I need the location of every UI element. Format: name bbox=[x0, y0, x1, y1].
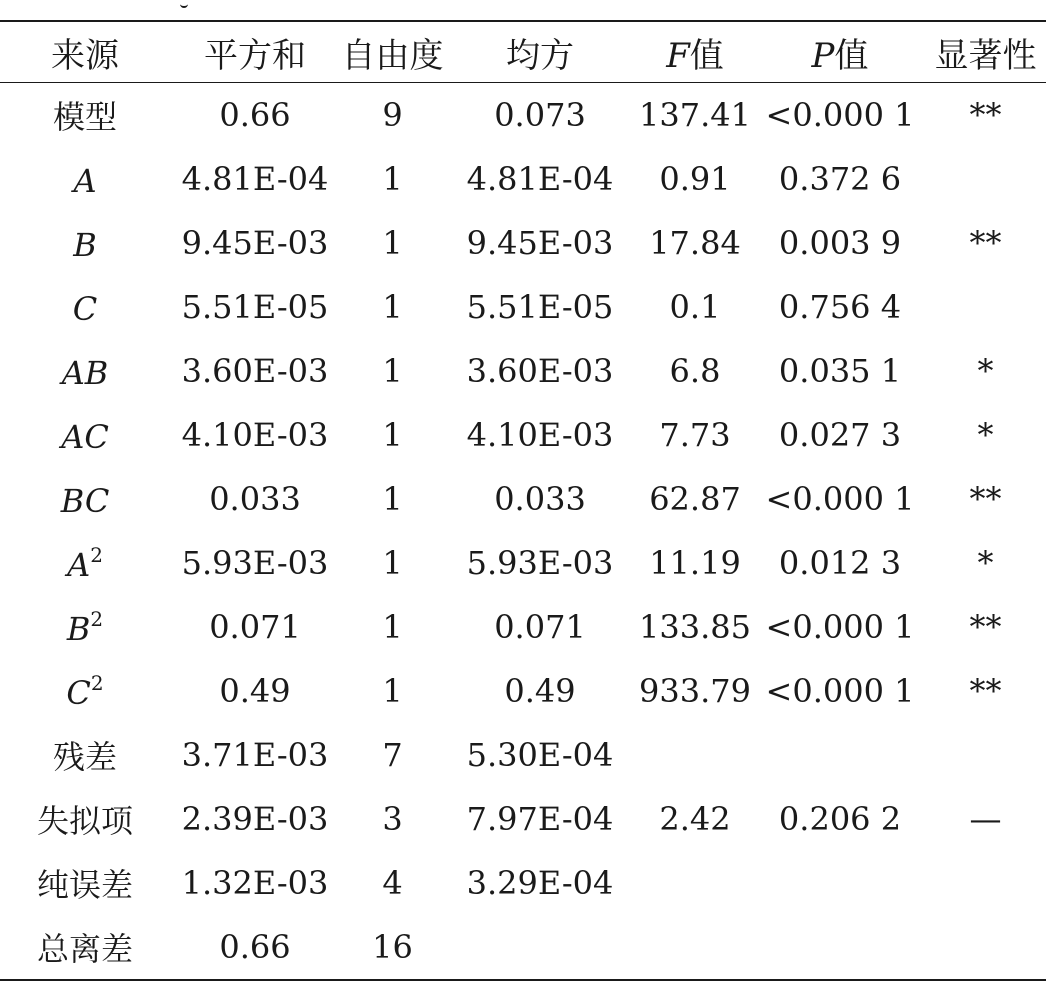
header-sum-of-squares: 平方和 bbox=[204, 35, 306, 76]
sum-of-squares-cell: 0.66 bbox=[219, 96, 291, 134]
degrees-of-freedom-cell: 1 bbox=[382, 352, 403, 390]
sum-of-squares-cell: 3.71E-03 bbox=[181, 736, 329, 774]
p-value-cell: <0.000 1 bbox=[765, 96, 915, 134]
sum-of-squares-cell: 5.51E-05 bbox=[181, 288, 329, 326]
table-row bbox=[0, 403, 1046, 467]
source-cell: AB bbox=[61, 353, 109, 392]
sum-of-squares-cell: 4.10E-03 bbox=[181, 416, 329, 454]
source-cell: A bbox=[73, 161, 97, 200]
source-cell: $A^2$ bbox=[67, 542, 103, 584]
degrees-of-freedom-cell: 1 bbox=[382, 608, 403, 646]
mean-square-cell: 0.033 bbox=[494, 480, 586, 518]
header-source: 来源 bbox=[51, 35, 119, 76]
table-row bbox=[0, 275, 1046, 339]
p-value-cell bbox=[755, 723, 925, 787]
degrees-of-freedom-cell: 1 bbox=[382, 480, 403, 518]
f-value-cell: 137.41 bbox=[639, 96, 751, 134]
degrees-of-freedom-cell: 1 bbox=[382, 160, 403, 198]
f-value-cell: 933.79 bbox=[639, 672, 751, 710]
degrees-of-freedom-cell: 9 bbox=[382, 96, 403, 134]
source-cell: 模型 bbox=[52, 98, 117, 136]
significance-cell: * bbox=[977, 416, 994, 454]
p-value-cell: 0.206 2 bbox=[778, 800, 902, 838]
significance-cell bbox=[925, 147, 1046, 211]
significance-cell: ** bbox=[969, 96, 1002, 134]
significance-cell: ** bbox=[969, 480, 1002, 518]
mean-square-cell: 5.30E-04 bbox=[466, 736, 614, 774]
f-value-cell: 6.8 bbox=[669, 352, 721, 390]
source-cell: 纯误差 bbox=[36, 866, 133, 904]
degrees-of-freedom-cell: 7 bbox=[382, 736, 403, 774]
significance-cell: ** bbox=[969, 224, 1002, 262]
source-cell: AC bbox=[61, 417, 109, 456]
significance-cell bbox=[925, 915, 1046, 980]
sum-of-squares-cell: 5.93E-03 bbox=[181, 544, 329, 582]
header-p-value: P值 bbox=[811, 35, 869, 76]
degrees-of-freedom-cell: 3 bbox=[382, 800, 403, 838]
sum-of-squares-cell: 0.49 bbox=[219, 672, 291, 710]
sum-of-squares-cell: 0.66 bbox=[219, 928, 291, 966]
f-value-cell: 0.91 bbox=[659, 160, 731, 198]
table-row bbox=[0, 851, 1046, 915]
table-row bbox=[0, 595, 1046, 659]
significance-cell bbox=[925, 851, 1046, 915]
sum-of-squares-cell: 4.81E-04 bbox=[181, 160, 329, 198]
table-row bbox=[0, 467, 1046, 531]
header-degrees-of-freedom: 自由度 bbox=[341, 35, 444, 76]
significance-cell: * bbox=[977, 352, 994, 390]
significance-cell bbox=[925, 275, 1046, 339]
p-value-cell: <0.000 1 bbox=[765, 672, 915, 710]
degrees-of-freedom-cell: 1 bbox=[382, 672, 403, 710]
table-row bbox=[0, 147, 1046, 211]
source-cell: $C^2$ bbox=[66, 670, 104, 712]
source-cell: 残差 bbox=[52, 738, 117, 776]
p-value-cell: <0.000 1 bbox=[765, 608, 915, 646]
mean-square-cell: 0.49 bbox=[504, 672, 576, 710]
degrees-of-freedom-cell: 1 bbox=[382, 416, 403, 454]
f-value-cell: 62.87 bbox=[649, 480, 741, 518]
f-value-cell bbox=[635, 723, 755, 787]
mean-square-cell: 5.93E-03 bbox=[466, 544, 614, 582]
p-value-cell bbox=[755, 851, 925, 915]
table-body bbox=[0, 83, 1046, 981]
p-value-cell: 0.372 6 bbox=[778, 160, 902, 198]
mean-square-cell: 5.51E-05 bbox=[466, 288, 614, 326]
source-cell: B bbox=[73, 225, 97, 264]
source-cell: BC bbox=[60, 481, 110, 520]
sum-of-squares-cell: 1.32E-03 bbox=[181, 864, 329, 902]
table-row bbox=[0, 659, 1046, 723]
p-value-cell: <0.000 1 bbox=[765, 480, 915, 518]
significance-cell: — bbox=[969, 800, 1002, 838]
source-cell: C bbox=[72, 289, 98, 328]
source-cell: 失拟项 bbox=[36, 802, 133, 840]
degrees-of-freedom-cell: 4 bbox=[382, 864, 403, 902]
mean-square-cell bbox=[445, 915, 635, 980]
table-row bbox=[0, 531, 1046, 595]
significance-cell: * bbox=[977, 544, 994, 582]
mean-square-cell: 9.45E-03 bbox=[466, 224, 614, 262]
sum-of-squares-cell: 3.60E-03 bbox=[181, 352, 329, 390]
f-value-cell bbox=[635, 915, 755, 980]
p-value-cell: 0.027 3 bbox=[778, 416, 902, 454]
sum-of-squares-cell: 0.033 bbox=[209, 480, 301, 518]
f-value-cell: 2.42 bbox=[659, 800, 731, 838]
table-row bbox=[0, 83, 1046, 148]
significance-cell: ** bbox=[969, 672, 1002, 710]
p-value-cell bbox=[755, 915, 925, 980]
cropped-caption-fragment bbox=[180, 0, 188, 8]
sum-of-squares-cell: 9.45E-03 bbox=[181, 224, 329, 262]
f-value-cell: 133.85 bbox=[639, 608, 751, 646]
f-value-cell bbox=[635, 851, 755, 915]
header-row bbox=[0, 21, 1046, 83]
f-value-cell: 0.1 bbox=[669, 288, 721, 326]
mean-square-cell: 7.97E-04 bbox=[466, 800, 614, 838]
header-mean-square: 均方 bbox=[506, 35, 574, 76]
table-row bbox=[0, 723, 1046, 787]
significance-cell bbox=[925, 723, 1046, 787]
header-f-value: F值 bbox=[666, 35, 724, 76]
p-value-cell: 0.756 4 bbox=[778, 288, 902, 326]
mean-square-cell: 0.071 bbox=[494, 608, 586, 646]
table-row bbox=[0, 787, 1046, 851]
table-row bbox=[0, 915, 1046, 980]
source-cell: 总离差 bbox=[36, 930, 133, 968]
mean-square-cell: 3.60E-03 bbox=[466, 352, 614, 390]
mean-square-cell: 3.29E-04 bbox=[466, 864, 614, 902]
source-cell: $B^2$ bbox=[66, 606, 104, 648]
mean-square-cell: 4.81E-04 bbox=[466, 160, 614, 198]
p-value-cell: 0.035 1 bbox=[778, 352, 902, 390]
f-value-cell: 11.19 bbox=[649, 544, 741, 582]
sum-of-squares-cell: 0.071 bbox=[209, 608, 301, 646]
degrees-of-freedom-cell: 1 bbox=[382, 544, 403, 582]
f-value-cell: 17.84 bbox=[649, 224, 741, 262]
significance-cell: ** bbox=[969, 608, 1002, 646]
p-value-cell: 0.012 3 bbox=[778, 544, 902, 582]
table-row bbox=[0, 339, 1046, 403]
anova-table bbox=[0, 20, 1046, 981]
degrees-of-freedom-cell: 1 bbox=[382, 288, 403, 326]
degrees-of-freedom-cell: 16 bbox=[372, 928, 413, 966]
degrees-of-freedom-cell: 1 bbox=[382, 224, 403, 262]
sum-of-squares-cell: 2.39E-03 bbox=[181, 800, 329, 838]
f-value-cell: 7.73 bbox=[659, 416, 731, 454]
mean-square-cell: 4.10E-03 bbox=[466, 416, 614, 454]
mean-square-cell: 0.073 bbox=[494, 96, 586, 134]
header-significance: 显著性 bbox=[934, 35, 1037, 76]
table-row bbox=[0, 211, 1046, 275]
p-value-cell: 0.003 9 bbox=[778, 224, 902, 262]
